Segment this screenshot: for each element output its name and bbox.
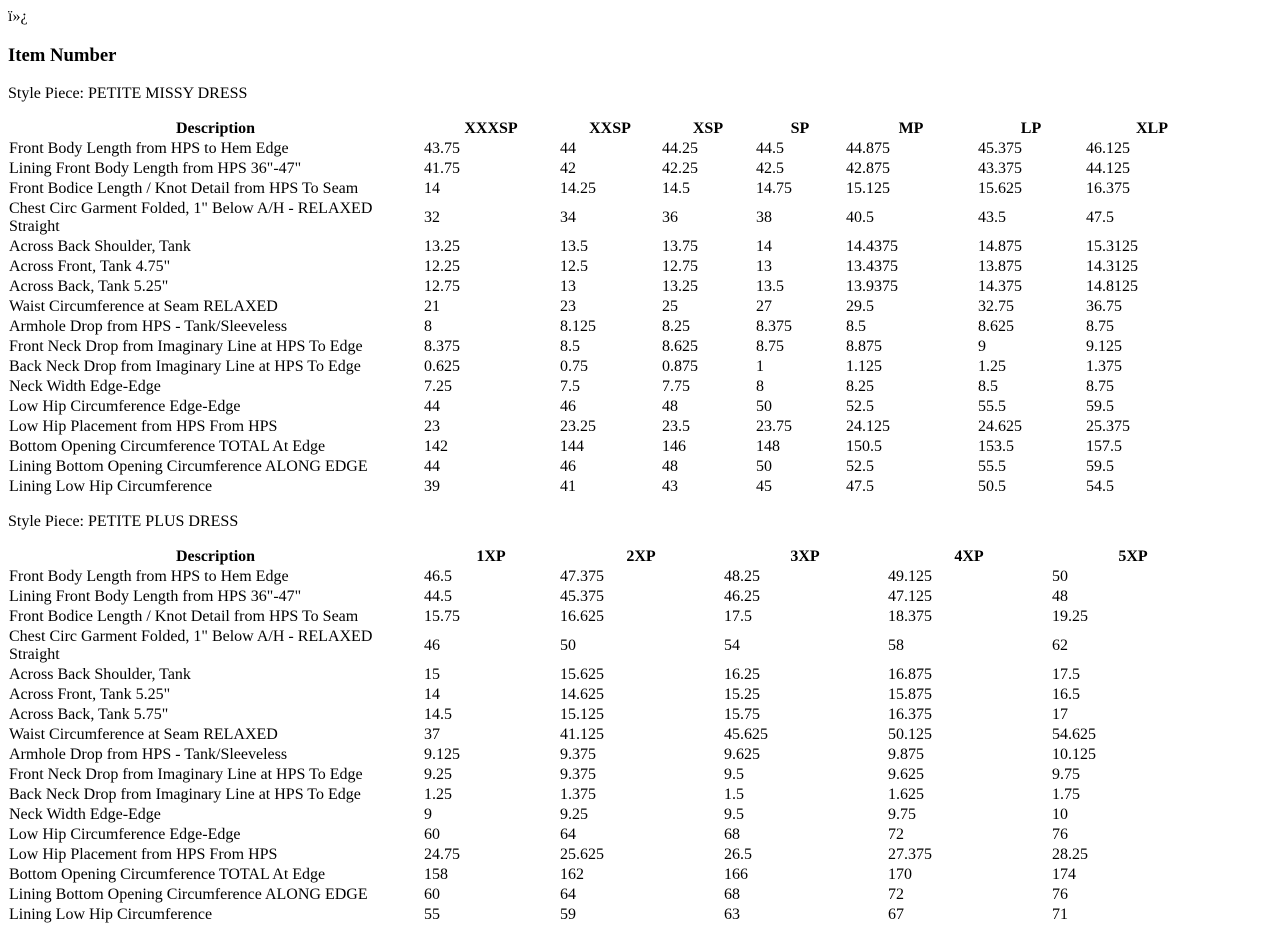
- measurement-value: 76: [1052, 886, 1068, 903]
- measurement-value: 55.5: [978, 458, 1006, 475]
- measurement-value: 59.5: [1086, 398, 1114, 415]
- table-row: [8, 825, 1215, 845]
- measurement-value: 43.5: [978, 209, 1006, 226]
- measurement-value: 48.25: [724, 568, 760, 585]
- measurement-value: 8.5: [846, 318, 866, 335]
- table-row: [8, 627, 1215, 665]
- measurement-value: 13: [756, 258, 772, 275]
- measurement-value: 14: [756, 238, 772, 255]
- measurement-value: 146: [662, 438, 686, 455]
- measurement-value: 1.25: [424, 786, 452, 803]
- measurement-value: 16.375: [888, 706, 932, 723]
- table-row: [8, 885, 1215, 905]
- measurement-value: 43: [662, 478, 678, 495]
- spec-table-petite-plus: [8, 547, 1215, 925]
- measurement-value: 9.75: [1052, 766, 1080, 783]
- measurement-value: 0.625: [424, 358, 460, 375]
- table-row: [8, 457, 1219, 477]
- measurement-value: 8.875: [846, 338, 882, 355]
- table-row: [8, 725, 1215, 745]
- measurement-value: 1.5: [724, 786, 744, 803]
- size-column-header: XSP: [692, 120, 724, 137]
- measurement-value: 54: [724, 637, 740, 654]
- measurement-value: 8.625: [662, 338, 698, 355]
- measurement-value: 10: [1052, 806, 1068, 823]
- measurement-value: 17: [1052, 706, 1068, 723]
- measurement-value: 76: [1052, 826, 1068, 843]
- size-column-header: SP: [790, 120, 810, 137]
- measurement-value: 48: [662, 398, 678, 415]
- table-row: [8, 417, 1219, 437]
- table-row: [8, 199, 1219, 237]
- table-row: [8, 257, 1219, 277]
- measurement-value: 34: [560, 209, 576, 226]
- measurement-value: 9.625: [888, 766, 924, 783]
- measurement-value: 42.25: [662, 160, 698, 177]
- measurement-value: 8.25: [846, 378, 874, 395]
- measurement-value: 37: [424, 726, 440, 743]
- measurement-value: 46.25: [724, 588, 760, 605]
- measurement-value: 60: [424, 886, 440, 903]
- measurement-value: 14.5: [424, 706, 452, 723]
- style-piece-label-missy: Style Piece: PETITE MISSY DRESS: [8, 85, 248, 102]
- measurement-value: 42.5: [756, 160, 784, 177]
- measurement-value: 43.375: [978, 160, 1022, 177]
- measurement-value: 25: [662, 298, 678, 315]
- measurement-value: 17.5: [724, 608, 752, 625]
- measurement-value: 8: [424, 318, 432, 335]
- table-row: [8, 357, 1219, 377]
- measurement-value: 54.5: [1086, 478, 1114, 495]
- row-description: Front Body Length from HPS to Hem Edge: [9, 140, 289, 157]
- measurement-value: 8.75: [756, 338, 784, 355]
- measurement-value: 45.375: [560, 588, 604, 605]
- measurement-value: 8.5: [560, 338, 580, 355]
- measurement-value: 14.875: [978, 238, 1022, 255]
- measurement-value: 38: [756, 209, 772, 226]
- table-row: [8, 237, 1219, 257]
- measurement-value: 14.625: [560, 686, 604, 703]
- measurement-value: 27.375: [888, 846, 932, 863]
- row-description: Lining Low Hip Circumference: [9, 906, 213, 923]
- measurement-value: 13.25: [424, 238, 460, 255]
- measurement-value: 162: [560, 866, 584, 883]
- measurement-value: 47.5: [846, 478, 874, 495]
- row-description: Armhole Drop from HPS - Tank/Sleeveless: [9, 318, 288, 335]
- measurement-value: 1.375: [1086, 358, 1122, 375]
- size-column-header: XXSP: [589, 120, 631, 137]
- measurement-value: 7.25: [424, 378, 452, 395]
- measurement-value: 0.75: [560, 358, 588, 375]
- measurement-value: 47.375: [560, 568, 604, 585]
- table-row: [8, 865, 1215, 885]
- measurement-value: 17.5: [1052, 666, 1080, 683]
- row-description: Chest Circ Garment Folded, 1" Below A/H - RELAXED Straight: [9, 628, 373, 663]
- measurement-value: 166: [724, 866, 748, 883]
- measurement-value: 9.625: [724, 746, 760, 763]
- measurement-value: 49.125: [888, 568, 932, 585]
- measurement-value: 13.5: [560, 238, 588, 255]
- measurement-value: 27: [756, 298, 772, 315]
- measurement-value: 55.5: [978, 398, 1006, 415]
- row-description: Across Front, Tank 5.25": [9, 686, 171, 703]
- measurement-value: 41.75: [424, 160, 460, 177]
- measurement-value: 8: [756, 378, 764, 395]
- measurement-value: 25.375: [1086, 418, 1130, 435]
- measurement-value: 44.5: [756, 140, 784, 157]
- measurement-value: 44.5: [424, 588, 452, 605]
- row-description: Back Neck Drop from Imaginary Line at HPS To Edge: [9, 786, 361, 803]
- measurement-value: 1.125: [846, 358, 882, 375]
- table-row: [8, 377, 1219, 397]
- style-piece-label-plus: Style Piece: PETITE PLUS DRESS: [8, 513, 239, 530]
- row-description: Lining Front Body Length from HPS 36"-47": [9, 160, 302, 177]
- measurement-value: 13: [560, 278, 576, 295]
- row-description: Across Front, Tank 4.75": [9, 258, 171, 275]
- size-column-header: 2XP: [626, 548, 656, 565]
- measurement-value: 153.5: [978, 438, 1014, 455]
- measurement-value: 52.5: [846, 458, 874, 475]
- measurement-value: 13.9375: [846, 278, 898, 295]
- measurement-value: 15.75: [424, 608, 460, 625]
- row-description: Across Back Shoulder, Tank: [9, 666, 191, 683]
- measurement-value: 12.5: [560, 258, 588, 275]
- measurement-value: 1.75: [1052, 786, 1080, 803]
- measurement-value: 14.25: [560, 180, 596, 197]
- measurement-value: 8.125: [560, 318, 596, 335]
- measurement-value: 44: [424, 458, 440, 475]
- measurement-value: 9.375: [560, 746, 596, 763]
- measurement-value: 9.125: [424, 746, 460, 763]
- measurement-value: 13.4375: [846, 258, 898, 275]
- measurement-value: 24.125: [846, 418, 890, 435]
- measurement-value: 15.25: [724, 686, 760, 703]
- measurement-value: 39: [424, 478, 440, 495]
- measurement-value: 15.125: [560, 706, 604, 723]
- row-description: Low Hip Placement from HPS From HPS: [9, 418, 278, 435]
- measurement-value: 158: [424, 866, 448, 883]
- measurement-value: 64: [560, 886, 576, 903]
- size-column-header: MP: [898, 120, 924, 137]
- measurement-value: 10.125: [1052, 746, 1096, 763]
- row-description: Bottom Opening Circumference TOTAL At Edge: [9, 438, 326, 455]
- measurement-value: 1: [756, 358, 764, 375]
- table-row: [8, 397, 1219, 417]
- measurement-value: 16.625: [560, 608, 604, 625]
- measurement-value: 44: [560, 140, 576, 157]
- row-description: Across Back, Tank 5.25": [9, 278, 169, 295]
- row-description: Front Neck Drop from Imaginary Line at HPS To Edge: [9, 766, 363, 783]
- measurement-value: 12.75: [424, 278, 460, 295]
- measurement-value: 1.25: [978, 358, 1006, 375]
- measurement-value: 50.5: [978, 478, 1006, 495]
- measurement-value: 46: [560, 458, 576, 475]
- measurement-value: 174: [1052, 866, 1076, 883]
- measurement-value: 157.5: [1086, 438, 1122, 455]
- measurement-value: 16.875: [888, 666, 932, 683]
- measurement-value: 9.5: [724, 766, 744, 783]
- size-column-header: 1XP: [476, 548, 506, 565]
- measurement-value: 23: [424, 418, 440, 435]
- measurement-value: 150.5: [846, 438, 882, 455]
- measurement-value: 15.875: [888, 686, 932, 703]
- measurement-value: 50.125: [888, 726, 932, 743]
- measurement-value: 8.625: [978, 318, 1014, 335]
- measurement-value: 14: [424, 686, 440, 703]
- table-row: [8, 437, 1219, 457]
- measurement-value: 8.5: [978, 378, 998, 395]
- measurement-value: 13.875: [978, 258, 1022, 275]
- measurement-value: 14.4375: [846, 238, 898, 255]
- measurement-value: 44.875: [846, 140, 890, 157]
- measurement-value: 7.5: [560, 378, 580, 395]
- measurement-value: 32: [424, 209, 440, 226]
- measurement-value: 7.75: [662, 378, 690, 395]
- measurement-value: 36: [662, 209, 678, 226]
- measurement-value: 9.5: [724, 806, 744, 823]
- measurement-value: 68: [724, 826, 740, 843]
- description-column-header: Description: [175, 548, 256, 565]
- measurement-value: 15.3125: [1086, 238, 1138, 255]
- measurement-value: 14.8125: [1086, 278, 1138, 295]
- measurement-value: 15.625: [978, 180, 1022, 197]
- measurement-value: 12.25: [424, 258, 460, 275]
- measurement-value: 9.25: [424, 766, 452, 783]
- measurement-value: 48: [662, 458, 678, 475]
- measurement-value: 59: [560, 906, 576, 923]
- measurement-value: 50: [756, 458, 772, 475]
- row-description: Lining Low Hip Circumference: [9, 478, 213, 495]
- measurement-value: 15: [424, 666, 440, 683]
- measurement-value: 8.75: [1086, 318, 1114, 335]
- measurement-value: 148: [756, 438, 780, 455]
- measurement-value: 16.25: [724, 666, 760, 683]
- measurement-value: 59.5: [1086, 458, 1114, 475]
- header-row: [8, 119, 1219, 139]
- measurement-value: 64: [560, 826, 576, 843]
- row-description: Lining Bottom Opening Circumference ALONG EDGE: [9, 886, 368, 903]
- measurement-value: 47.5: [1086, 209, 1114, 226]
- size-column-header: 5XP: [1118, 548, 1148, 565]
- measurement-value: 36.75: [1086, 298, 1122, 315]
- measurement-value: 24.75: [424, 846, 460, 863]
- row-description: Lining Bottom Opening Circumference ALONG EDGE: [9, 458, 368, 475]
- measurement-value: 68: [724, 886, 740, 903]
- size-column-header: 3XP: [790, 548, 820, 565]
- measurement-value: 67: [888, 906, 904, 923]
- header-row: [8, 547, 1215, 567]
- row-description: Low Hip Circumference Edge-Edge: [9, 398, 241, 415]
- measurement-value: 9.875: [888, 746, 924, 763]
- row-description: Across Back, Tank 5.75": [9, 706, 169, 723]
- table-row: [8, 477, 1219, 497]
- measurement-value: 45.625: [724, 726, 768, 743]
- row-description: Front Bodice Length / Knot Detail from HPS To Seam: [9, 608, 359, 625]
- measurement-value: 43.75: [424, 140, 460, 157]
- measurement-value: 1.625: [888, 786, 924, 803]
- measurement-value: 46.125: [1086, 140, 1130, 157]
- measurement-value: 15.625: [560, 666, 604, 683]
- measurement-value: 19.25: [1052, 608, 1088, 625]
- measurement-value: 71: [1052, 906, 1068, 923]
- measurement-value: 18.375: [888, 608, 932, 625]
- measurement-value: 13.5: [756, 278, 784, 295]
- measurement-value: 25.625: [560, 846, 604, 863]
- row-description: Waist Circumference at Seam RELAXED: [9, 726, 278, 743]
- row-description: Back Neck Drop from Imaginary Line at HPS To Edge: [9, 358, 361, 375]
- row-description: Armhole Drop from HPS - Tank/Sleeveless: [9, 746, 288, 763]
- table-row: [8, 159, 1219, 179]
- measurement-value: 44.25: [662, 140, 698, 157]
- measurement-value: 72: [888, 826, 904, 843]
- measurement-value: 23: [560, 298, 576, 315]
- measurement-value: 13.25: [662, 278, 698, 295]
- table-row: [8, 665, 1215, 685]
- measurement-value: 14: [424, 180, 440, 197]
- measurement-value: 41.125: [560, 726, 604, 743]
- table-row: [8, 587, 1215, 607]
- measurement-value: 45: [756, 478, 772, 495]
- measurement-value: 63: [724, 906, 740, 923]
- measurement-value: 46: [424, 637, 440, 654]
- table-row: [8, 805, 1215, 825]
- measurement-value: 14.375: [978, 278, 1022, 295]
- row-description: Low Hip Circumference Edge-Edge: [9, 826, 241, 843]
- measurement-value: 72: [888, 886, 904, 903]
- measurement-value: 58: [888, 637, 904, 654]
- size-column-header: XLP: [1136, 120, 1168, 137]
- measurement-value: 32.75: [978, 298, 1014, 315]
- table-row: [8, 179, 1219, 199]
- row-description: Front Body Length from HPS to Hem Edge: [9, 568, 289, 585]
- row-description: Bottom Opening Circumference TOTAL At Edge: [9, 866, 326, 883]
- measurement-value: 8.75: [1086, 378, 1114, 395]
- measurement-value: 50: [560, 637, 576, 654]
- measurement-value: 9.25: [560, 806, 588, 823]
- table-row: [8, 685, 1215, 705]
- size-column-header: LP: [1020, 120, 1042, 137]
- measurement-value: 48: [1052, 588, 1068, 605]
- table-row: [8, 337, 1219, 357]
- row-description: Chest Circ Garment Folded, 1" Below A/H - RELAXED Straight: [9, 200, 373, 235]
- table-row: [8, 607, 1215, 627]
- measurement-value: 42.875: [846, 160, 890, 177]
- measurement-value: 60: [424, 826, 440, 843]
- measurement-value: 9.75: [888, 806, 916, 823]
- row-description: Neck Width Edge-Edge: [9, 378, 161, 395]
- measurement-value: 23.75: [756, 418, 792, 435]
- measurement-value: 46.5: [424, 568, 452, 585]
- bom-artifact-text: ï»¿: [8, 8, 28, 25]
- page-title: Item Number: [8, 45, 117, 66]
- measurement-value: 0.875: [662, 358, 698, 375]
- measurement-value: 50: [756, 398, 772, 415]
- table-row: [8, 297, 1219, 317]
- measurement-value: 15.125: [846, 180, 890, 197]
- measurement-value: 50: [1052, 568, 1068, 585]
- measurement-value: 41: [560, 478, 576, 495]
- measurement-value: 44.125: [1086, 160, 1130, 177]
- measurement-value: 12.75: [662, 258, 698, 275]
- measurement-value: 14.3125: [1086, 258, 1138, 275]
- measurement-value: 9.375: [560, 766, 596, 783]
- row-description: Across Back Shoulder, Tank: [9, 238, 191, 255]
- measurement-value: 45.375: [978, 140, 1022, 157]
- measurement-value: 26.5: [724, 846, 752, 863]
- description-column-header: Description: [175, 120, 256, 137]
- measurement-value: 14.75: [756, 180, 792, 197]
- row-description: Waist Circumference at Seam RELAXED: [9, 298, 278, 315]
- measurement-value: 55: [424, 906, 440, 923]
- table-row: [8, 745, 1215, 765]
- row-description: Low Hip Placement from HPS From HPS: [9, 846, 278, 863]
- row-description: Front Neck Drop from Imaginary Line at HPS To Edge: [9, 338, 363, 355]
- measurement-value: 44: [424, 398, 440, 415]
- table-row: [8, 567, 1215, 587]
- measurement-value: 62: [1052, 637, 1068, 654]
- measurement-value: 16.5: [1052, 686, 1080, 703]
- table-row: [8, 905, 1215, 925]
- table-row: [8, 765, 1215, 785]
- measurement-value: 8.375: [756, 318, 792, 335]
- measurement-value: 9: [424, 806, 432, 823]
- row-description: Neck Width Edge-Edge: [9, 806, 161, 823]
- measurement-value: 40.5: [846, 209, 874, 226]
- size-column-header: XXXSP: [464, 120, 518, 137]
- measurement-value: 42: [560, 160, 576, 177]
- measurement-value: 8.375: [424, 338, 460, 355]
- table-row: [8, 705, 1215, 725]
- measurement-value: 13.75: [662, 238, 698, 255]
- measurement-value: 9: [978, 338, 986, 355]
- measurement-value: 15.75: [724, 706, 760, 723]
- table-row: [8, 785, 1215, 805]
- measurement-value: 170: [888, 866, 912, 883]
- measurement-value: 1.375: [560, 786, 596, 803]
- measurement-value: 28.25: [1052, 846, 1088, 863]
- table-row: [8, 317, 1219, 337]
- row-description: Lining Front Body Length from HPS 36"-47": [9, 588, 302, 605]
- table-row: [8, 277, 1219, 297]
- measurement-value: 9.125: [1086, 338, 1122, 355]
- measurement-value: 8.25: [662, 318, 690, 335]
- measurement-value: 23.5: [662, 418, 690, 435]
- measurement-value: 16.375: [1086, 180, 1130, 197]
- measurement-value: 144: [560, 438, 584, 455]
- measurement-value: 29.5: [846, 298, 874, 315]
- row-description: Front Bodice Length / Knot Detail from HPS To Seam: [9, 180, 359, 197]
- table-row: [8, 845, 1215, 865]
- size-column-header: 4XP: [954, 548, 984, 565]
- table-row: [8, 139, 1219, 159]
- measurement-value: 14.5: [662, 180, 690, 197]
- measurement-value: 24.625: [978, 418, 1022, 435]
- spec-table-petite-missy: [8, 119, 1219, 497]
- measurement-value: 52.5: [846, 398, 874, 415]
- measurement-value: 23.25: [560, 418, 596, 435]
- measurement-value: 46: [560, 398, 576, 415]
- measurement-value: 54.625: [1052, 726, 1096, 743]
- measurement-value: 142: [424, 438, 448, 455]
- measurement-value: 21: [424, 298, 440, 315]
- measurement-value: 47.125: [888, 588, 932, 605]
